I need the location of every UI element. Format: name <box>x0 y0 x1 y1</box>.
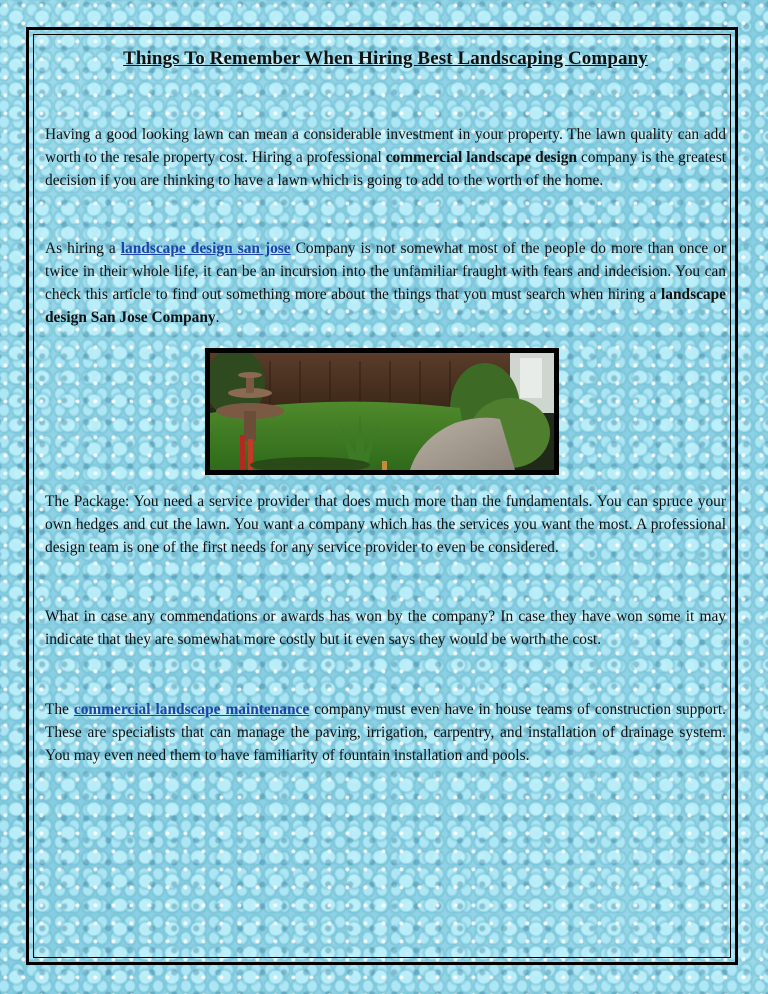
page-title: Things To Remember When Hiring Best Landscaping Company <box>123 48 648 69</box>
landscape-design-san-jose-link[interactable]: landscape design san jose <box>120 240 291 257</box>
paragraph-awards: What in case any commendations or awards has won by the company? In case they have won some it may indicate that they are somewhat more costly but it even says they would be worth the cost. <box>45 608 726 648</box>
paragraph-text: The <box>45 701 74 718</box>
paragraph-text: company must even have in house teams of construction support. These are specialists that can manage the paving, irrigation, carpentry, and installation of drainage system. You may even need them to have familiarity of fountain installation and pools. <box>45 701 726 764</box>
paragraph-text: . <box>215 309 220 326</box>
garden-photo-frame <box>205 348 559 475</box>
paragraph-text: Having a good looking lawn can mean a considerable investment in your property. The lawn quality can add worth to the resale property cost. Hiring a professional <box>45 126 726 166</box>
bold-phrase: landscape design San Jose Company <box>45 286 726 326</box>
paragraph-text: As hiring a <box>45 240 121 257</box>
bold-phrase: commercial landscape design <box>385 149 578 166</box>
garden-fountain-photo <box>210 353 554 470</box>
paragraph-hiring <box>45 237 726 329</box>
paragraph-investment <box>45 123 726 192</box>
paragraph-package: The Package: You need a service provider that does much more than the fundamentals. You can spruce your own hedges and cut the lawn. You want a company which has the services you want the most. A professional design team is one of the first needs for any service provider to even be considered. <box>45 493 726 556</box>
commercial-landscape-maintenance-link[interactable]: commercial landscape maintenance <box>73 701 310 718</box>
paragraph-text: company is the greatest decision if you are thinking to have a lawn which is going to add to the worth of the home. <box>45 149 726 189</box>
paragraph-text: Company is not somewhat most of the people do more than once or twice in their whole life, it can be an incursion into the unfamiliar fraught with fears and indecision. You can check this article to find out something more about the things that you must search when hiring a <box>45 240 727 303</box>
document-body <box>45 44 726 767</box>
paragraph-maintenance <box>45 698 726 767</box>
